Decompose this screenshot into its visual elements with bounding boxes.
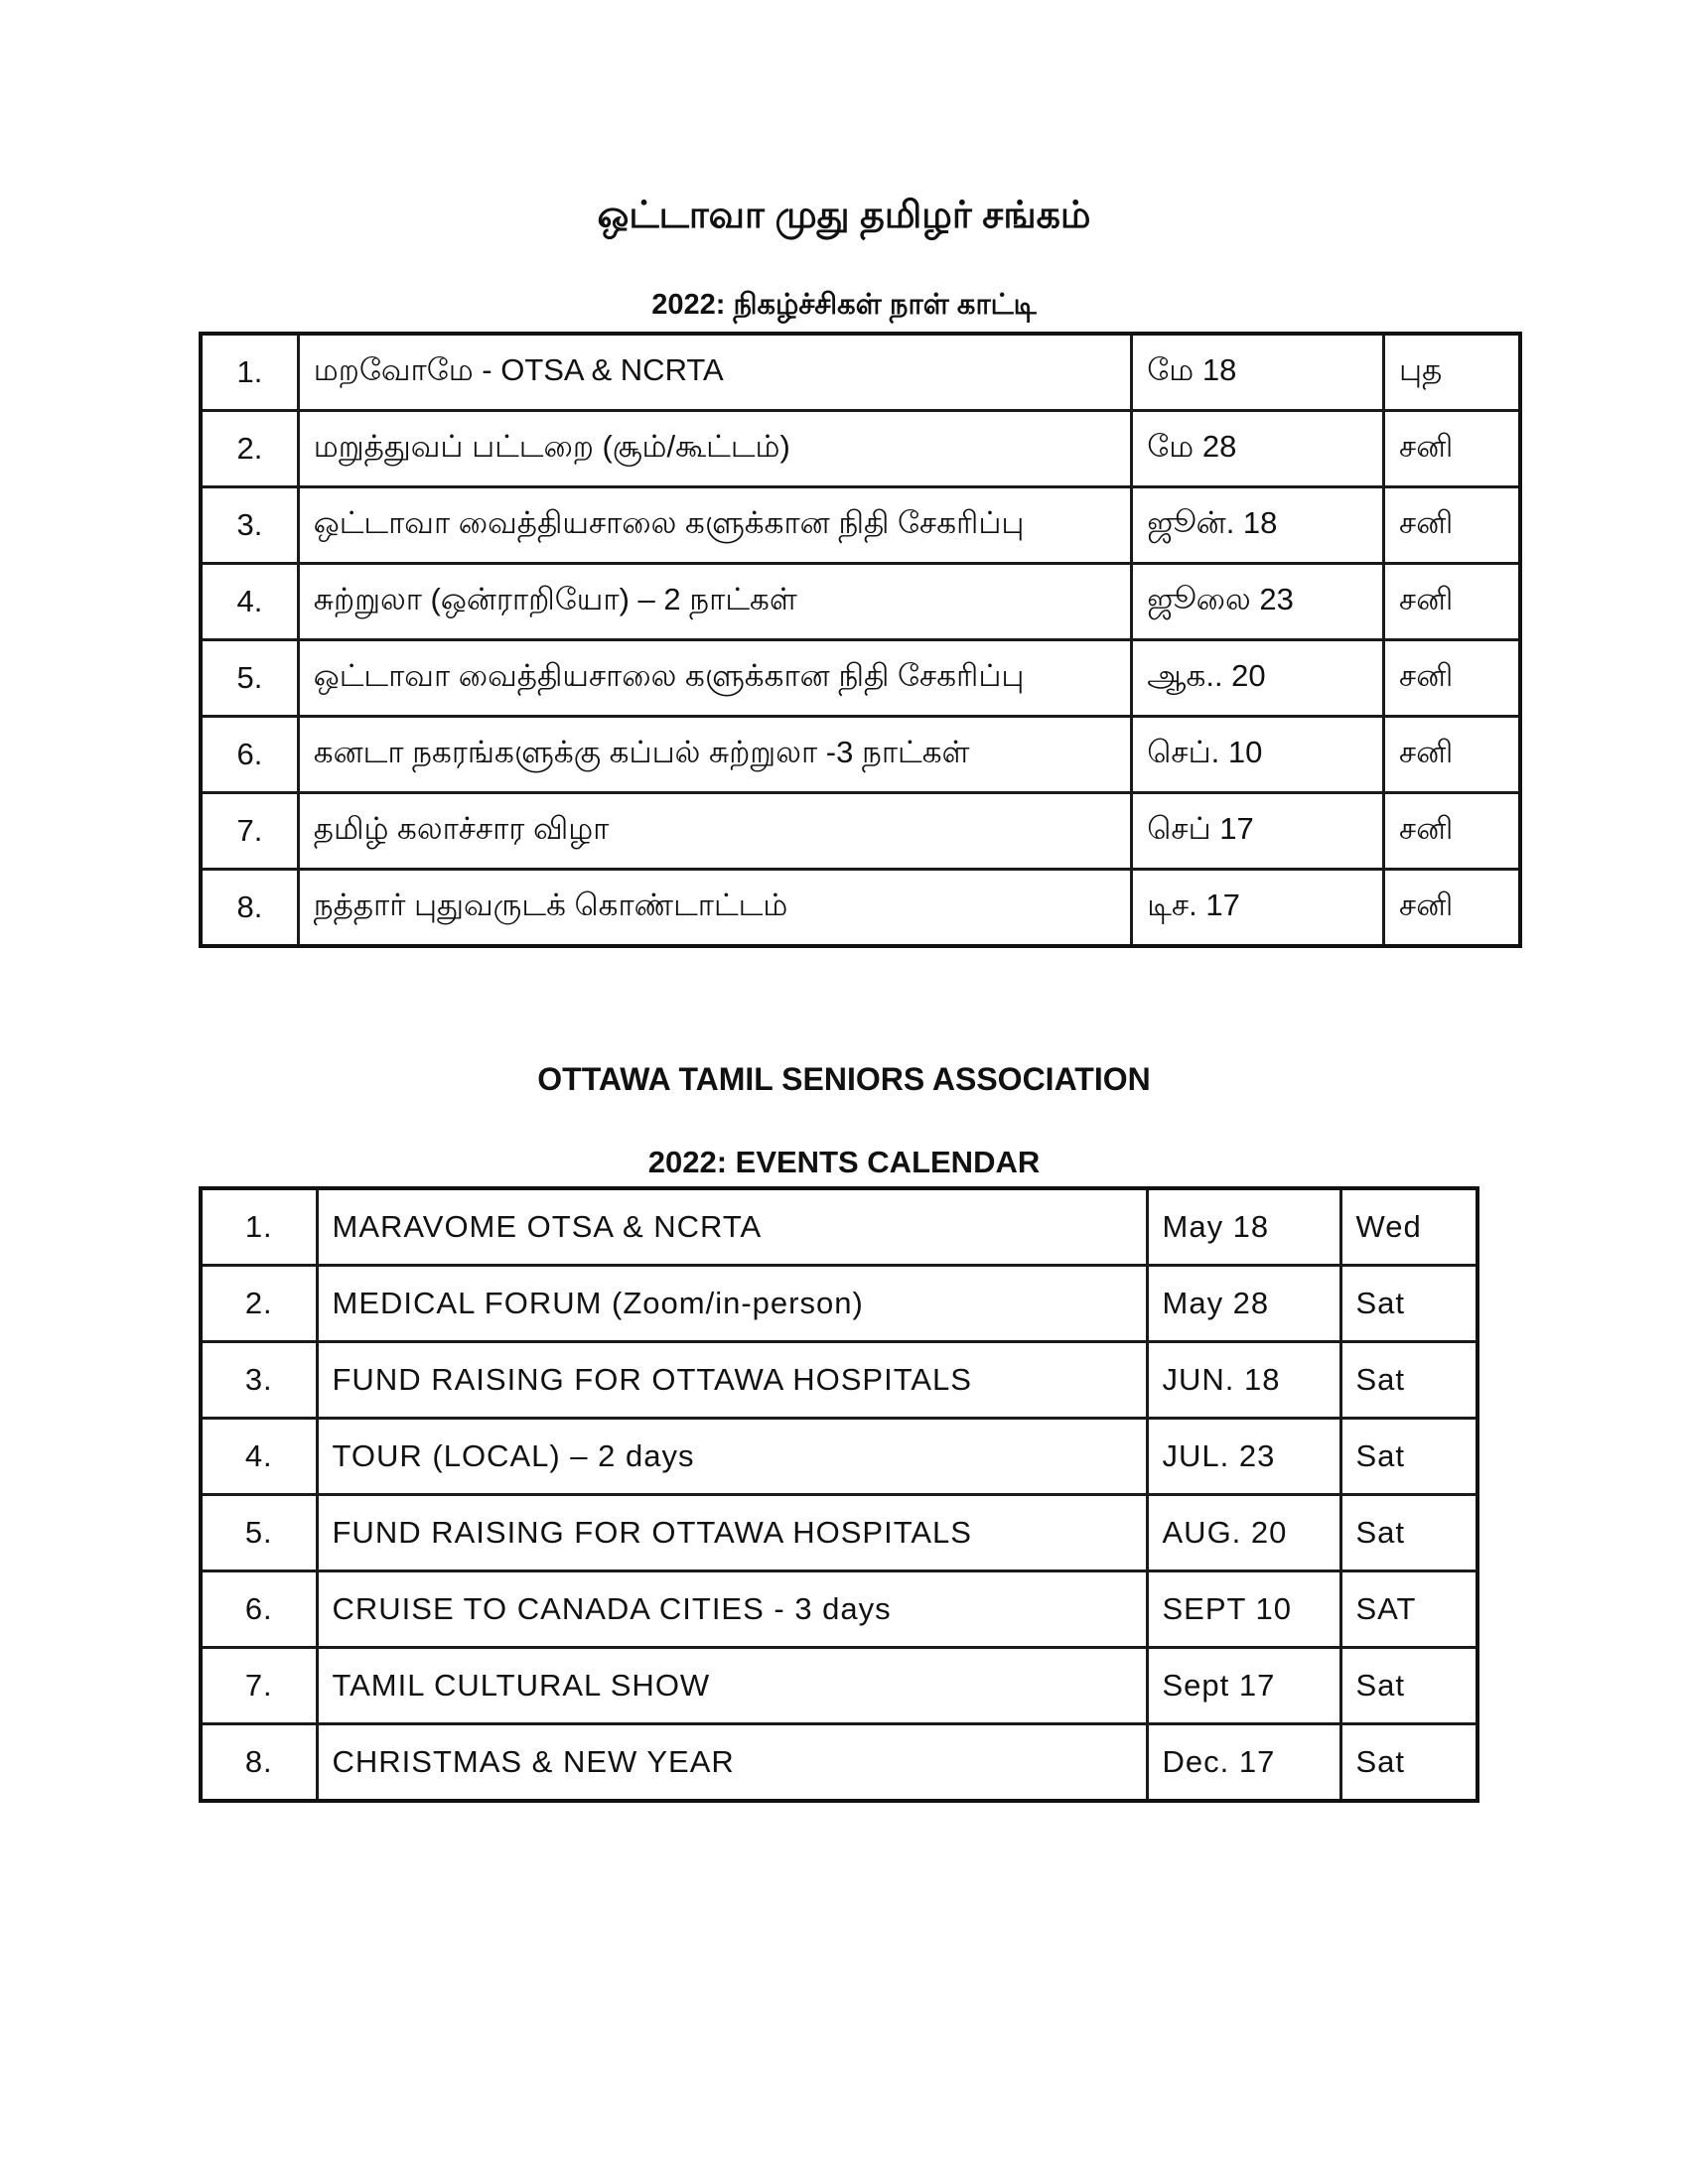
event-date: ஆக.. 20 (1132, 640, 1384, 717)
event-name: தமிழ் கலாச்சார விழா (298, 793, 1132, 870)
table-row (201, 564, 1520, 640)
table-row (201, 1724, 1477, 1802)
table-row (201, 487, 1520, 564)
table-row (201, 793, 1520, 870)
event-day: Sat (1340, 1724, 1477, 1802)
event-name: MEDICAL FORUM (Zoom/in-person) (317, 1266, 1147, 1342)
event-number: 1. (201, 1188, 317, 1266)
english-events-table (199, 1186, 1479, 1803)
event-date: SEPT 10 (1147, 1571, 1340, 1648)
table-row (201, 1419, 1477, 1495)
event-number: 7. (201, 793, 298, 870)
event-day: சனி (1384, 870, 1520, 947)
table-row (201, 870, 1520, 947)
event-day: சனி (1384, 793, 1520, 870)
event-number: 8. (201, 1724, 317, 1802)
event-number: 2. (201, 411, 298, 487)
event-number: 2. (201, 1266, 317, 1342)
event-name: TAMIL CULTURAL SHOW (317, 1648, 1147, 1724)
event-date: மே 18 (1132, 334, 1384, 411)
event-name: MARAVOME OTSA & NCRTA (317, 1188, 1147, 1266)
event-day: SAT (1340, 1571, 1477, 1648)
event-date: செப். 10 (1132, 717, 1384, 793)
event-number: 5. (201, 1495, 317, 1571)
event-name: FUND RAISING FOR OTTAWA HOSPITALS (317, 1495, 1147, 1571)
event-name: மறவோமே - OTSA & NCRTA (298, 334, 1132, 411)
tamil-page-title: ஒட்டாவா முது தமிழர் சங்கம் (597, 195, 1091, 236)
table-row (201, 1571, 1477, 1648)
event-day: புத (1384, 334, 1520, 411)
event-name: சுற்றுலா (ஒன்ராறியோ) – 2 நாட்கள் (298, 564, 1132, 640)
event-name: ஒட்டாவா வைத்தியசாலை களுக்கான நிதி சேகரிப்பு (298, 640, 1132, 717)
event-day: Sat (1340, 1495, 1477, 1571)
event-number: 6. (201, 1571, 317, 1648)
event-date: JUN. 18 (1147, 1342, 1340, 1419)
event-number: 1. (201, 334, 298, 411)
english-page-title: OTTAWA TAMIL SENIORS ASSOCIATION (537, 1061, 1151, 1097)
event-number: 3. (201, 487, 298, 564)
event-day: சனி (1384, 411, 1520, 487)
event-date: Dec. 17 (1147, 1724, 1340, 1802)
event-number: 8. (201, 870, 298, 947)
event-name: TOUR (LOCAL) – 2 days (317, 1419, 1147, 1495)
event-day: Wed (1340, 1188, 1477, 1266)
event-number: 5. (201, 640, 298, 717)
table-row (201, 1188, 1477, 1266)
table-row (201, 717, 1520, 793)
event-day: சனி (1384, 717, 1520, 793)
table-row (201, 1342, 1477, 1419)
event-date: JUL. 23 (1147, 1419, 1340, 1495)
table-row (201, 1495, 1477, 1571)
english-calendar-subtitle: 2022: EVENTS CALENDAR (647, 1145, 1041, 1179)
event-number: 6. (201, 717, 298, 793)
event-name: FUND RAISING FOR OTTAWA HOSPITALS (317, 1342, 1147, 1419)
event-name: CHRISTMAS & NEW YEAR (317, 1724, 1147, 1802)
event-date: May 18 (1147, 1188, 1340, 1266)
event-day: சனி (1384, 640, 1520, 717)
event-number: 7. (201, 1648, 317, 1724)
event-number: 4. (201, 1419, 317, 1495)
event-date: May 28 (1147, 1266, 1340, 1342)
event-date: டிச. 17 (1132, 870, 1384, 947)
event-date: Sept 17 (1147, 1648, 1340, 1724)
event-date: ஜூலை 23 (1132, 564, 1384, 640)
event-date: ஜூன். 18 (1132, 487, 1384, 564)
event-date: செப் 17 (1132, 793, 1384, 870)
event-name: CRUISE TO CANADA CITIES - 3 days (317, 1571, 1147, 1648)
event-name: கனடா நகரங்களுக்கு கப்பல் சுற்றுலா -3 நாட்கள் (298, 717, 1132, 793)
event-number: 4. (201, 564, 298, 640)
event-day: Sat (1340, 1648, 1477, 1724)
event-day: Sat (1340, 1419, 1477, 1495)
event-day: சனி (1384, 487, 1520, 564)
event-date: AUG. 20 (1147, 1495, 1340, 1571)
table-row (201, 1648, 1477, 1724)
event-date: மே 28 (1132, 411, 1384, 487)
event-name: நத்தார் புதுவருடக் கொண்டாட்டம் (298, 870, 1132, 947)
tamil-calendar-subtitle: 2022: நிகழ்ச்சிகள் நாள் காட்டி (651, 289, 1037, 321)
table-row (201, 334, 1520, 411)
table-row (201, 411, 1520, 487)
tamil-events-table (199, 332, 1522, 948)
event-name: மறுத்துவப் பட்டறை (சூம்/கூட்டம்) (298, 411, 1132, 487)
table-row (201, 1266, 1477, 1342)
event-name: ஒட்டாவா வைத்தியசாலை களுக்கான நிதி சேகரிப்பு (298, 487, 1132, 564)
event-day: Sat (1340, 1342, 1477, 1419)
event-number: 3. (201, 1342, 317, 1419)
table-row (201, 640, 1520, 717)
event-day: Sat (1340, 1266, 1477, 1342)
event-day: சனி (1384, 564, 1520, 640)
